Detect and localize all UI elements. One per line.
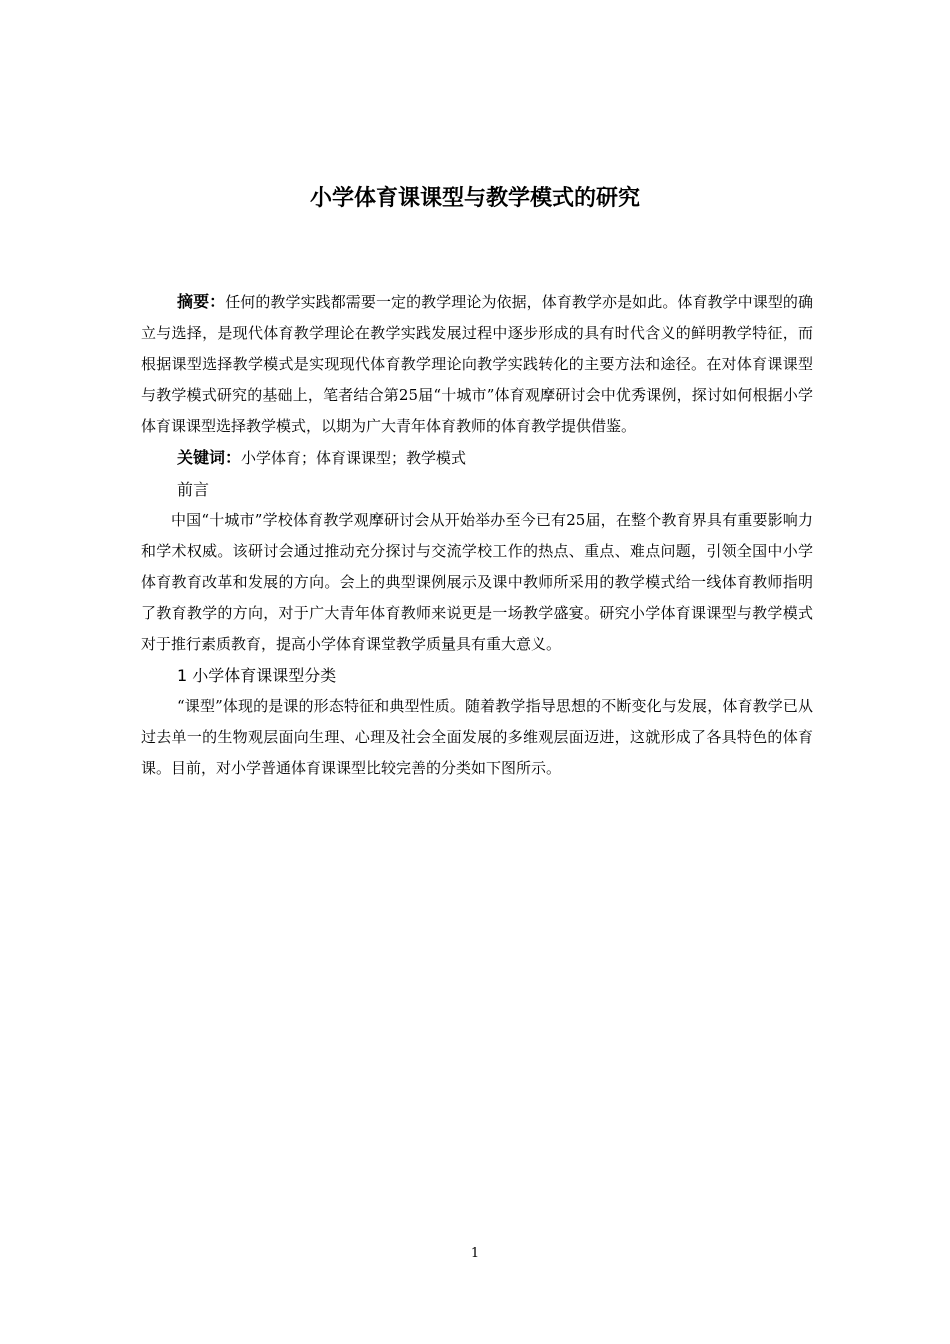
abstract-paragraph	[141, 286, 813, 442]
keywords-paragraph	[141, 442, 813, 474]
keywords-label: 关键词：	[177, 448, 242, 467]
document-title: 小学体育课课型与教学模式的研究	[309, 186, 640, 211]
preface-heading: 前言	[177, 480, 210, 499]
page-number: 1	[470, 1246, 480, 1261]
keywords-text: 小学体育；体育课课型；教学模式	[241, 449, 467, 467]
document-body	[141, 286, 813, 784]
abstract-label: 摘要：	[177, 292, 226, 311]
abstract-text: 任何的教学实践都需要一定的教学理论为依据，体育教学亦是如此。体育教学中课型的确立与选择，是现代体育教学理论在教学实践发展过程中逐步形成的具有时代含义的鲜明教学特征，而根据课型选择教学模式是实现现代体育教学理论向教学实践转化的主要方法和途径。在对体育课课型与教学模式研究的基础上，笔者结合第25届“十城市”体育观摩研讨会中优秀课例，探讨如何根据小学体育课课型选择教学模式，以期为广大青年体育教师的体育教学提供借鉴。	[141, 293, 813, 435]
preface-paragraph: 中国“十城市”学校体育教学观摩研讨会从开始举办至今已有25届，在整个教育界具有重要影响力和学术权威。该研讨会通过推动充分探讨与交流学校工作的热点、重点、难点问题，引领全国中小学体育教育改革和发展的方向。会上的典型课例展示及课中教师所采用的教学模式给一线体育教师指明了教育教学的方向，对于广大青年体育教师来说更是一场教学盛宴。研究小学体育课课型与教学模式对于推行素质教育，提高小学体育课堂教学质量具有重大意义。	[141, 511, 813, 653]
section-1-heading: 1 小学体育课课型分类	[177, 666, 337, 685]
section-1-paragraph: “课型”体现的是课的形态特征和典型性质。随着教学指导思想的不断变化与发展，体育教学已从过去单一的生物观层面向生理、心理及社会全面发展的多维观层面迈进，这就形成了各具特色的体育课。目前，对小学普通体育课课型比较完善的分类如下图所示。	[141, 697, 813, 777]
